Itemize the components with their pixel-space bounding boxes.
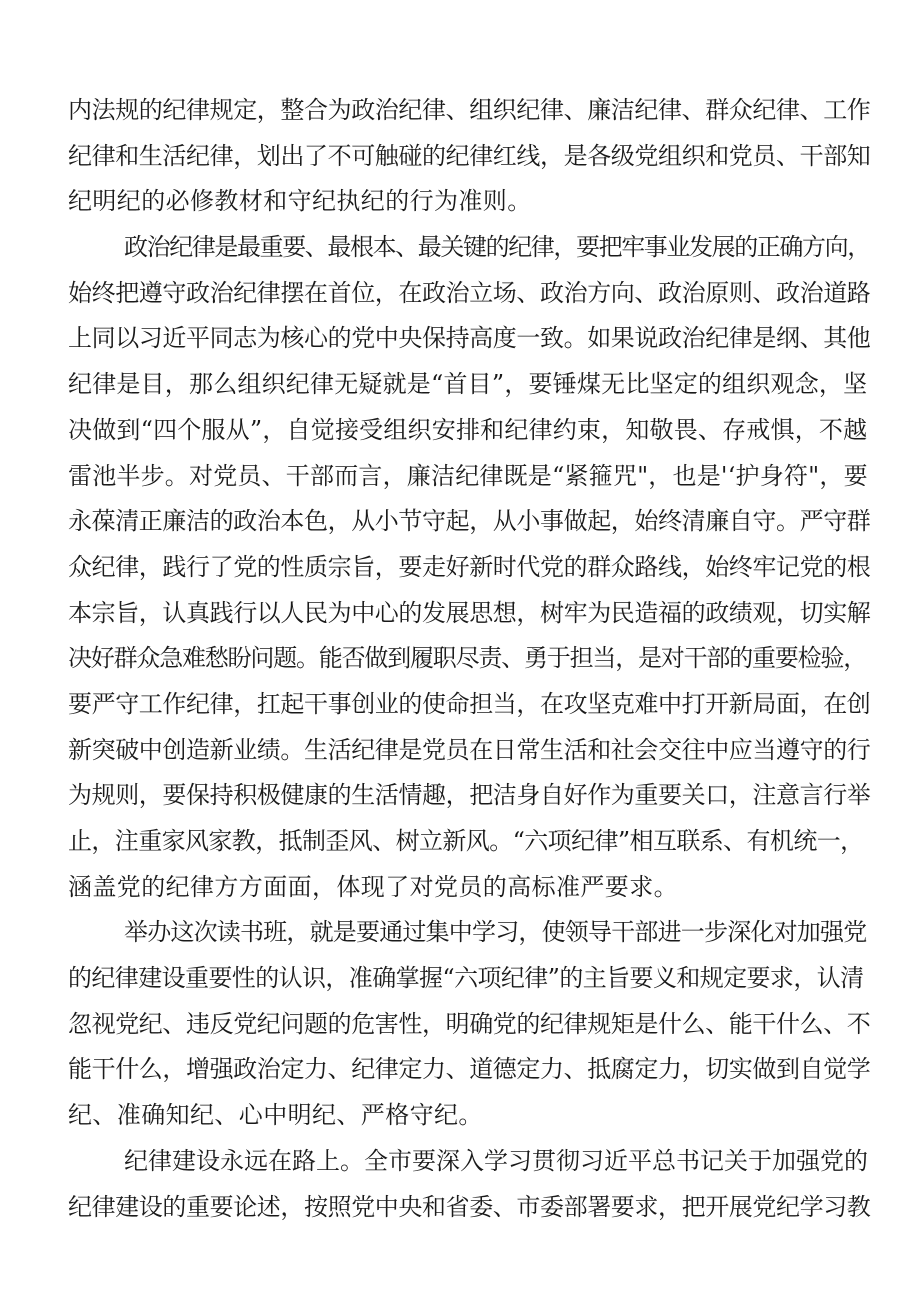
document-body	[68, 88, 870, 1230]
text-line: 纪律建设的重要论述，按照党中央和省委、市委部署要求，把开展党纪学习教	[68, 1192, 871, 1221]
text-line: 举办这次读书班，就是要通过集中学习，使领导干部进一步深化对加强党	[124, 918, 867, 947]
text-line: 众纪律，践行了党的性质宗旨，要走好新时代党的群众路线，始终牢记党的根	[68, 552, 871, 581]
text-line: 决做到“四个服从”，自觉接受组织安排和纪律约束，知敬畏、存戒惧，不越	[68, 415, 868, 444]
text-line: 纪律建设永远在路上。全市要深入学习贯彻习近平总书记关于加强党的	[124, 1146, 868, 1175]
text-line: 涵盖党的纪律方方面面，体现了对党员的高标准严要求。	[68, 872, 678, 901]
text-line: 能干什么，增强政治定力、纪律定力、道德定力、抵腐定力，切实做到自觉学	[68, 1055, 871, 1084]
text-line: 永葆清正廉洁的政治本色，从小节守起，从小事做起，始终清廉自守。严守群	[68, 507, 871, 536]
text-line: 内法规的纪律规定，整合为政治纪律、组织纪律、廉洁纪律、群众纪律、工作	[68, 96, 871, 124]
text-line: 止，注重家风家教，抵制歪风、树立新风。“六项纪律”相互联系、有机统一，	[68, 827, 864, 855]
text-line: 雷池半步。对党员、干部而言，廉洁纪律既是“紧箍咒"，也是'‘护身符"，要	[68, 461, 868, 490]
text-line: 本宗旨，认真践行以人民为中心的发展思想，树牢为民造福的政绩观，切实解	[68, 598, 871, 627]
text-line: 要严守工作纪律，扛起干事创业的使命担当，在攻坚克难中打开新局面，在创	[68, 689, 871, 718]
text-line: 政治纪律是最重要、最根本、最关键的纪律，要把牢事业发展的正确方向，	[124, 233, 870, 262]
text-line: 上同以习近平同志为核心的党中央保持高度一致。如果说政治纪律是纲、其他	[68, 324, 871, 353]
text-line: 的纪律建设重要性的认识，准确掌握“六项纪律”的主旨要义和规定要求，认清	[68, 964, 864, 993]
text-line: 纪律和生活纪律，划出了不可触碰的纪律红线，是各级党组织和党员、干部知	[68, 141, 871, 170]
paragraph-2	[68, 225, 870, 910]
paragraph-4	[68, 1139, 870, 1230]
text-line: 纪明纪的必修教材和守纪执纪的行为准则。	[68, 187, 532, 216]
text-line: 始终把遵守政治纪律摆在首位，在政治立场、政治方向、政治原则、政治道路	[68, 278, 871, 307]
text-line: 纪、准确知纪、心中明纪、严格守纪。	[68, 1101, 483, 1130]
text-line: 为规则，要保持积极健康的生活情趣，把洁身自好作为重要关口，注意言行举	[68, 781, 871, 810]
text-line: 忽视党纪、违反党纪问题的危害性，明确党的纪律规矩是什么、能干什么、不	[68, 1009, 871, 1038]
text-line: 纪律是目，那么组织纪律无疑就是“首目”，要锤煤无比坚定的组织观念，坚	[68, 370, 868, 399]
paragraph-1	[68, 88, 870, 225]
paragraph-3	[68, 910, 870, 1138]
text-line: 新突破中创造新业绩。生活纪律是党员在日常生活和社会交往中应当遵守的行	[68, 735, 871, 764]
text-line: 决好群众急难愁盼问题。能否做到履职尽责、勇于担当，是对干部的重要检验，	[68, 644, 866, 673]
